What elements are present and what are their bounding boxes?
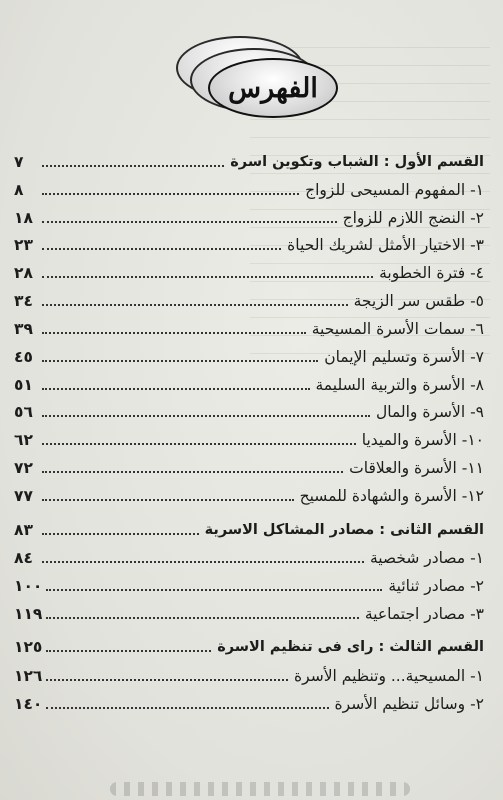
toc-entry-title: ١٢- الأسرة والشهادة للمسيح — [299, 487, 484, 505]
toc-page-number: ٨٤ — [14, 549, 33, 567]
dot-leader — [42, 332, 306, 334]
toc-page-number: ٨٣ — [14, 521, 33, 539]
toc-entry — [14, 426, 484, 450]
dot-leader — [46, 707, 328, 709]
toc-page-number: ٨ — [14, 181, 24, 199]
dot-leader — [42, 499, 294, 501]
toc-entry-title: ١- مصادر شخصية — [369, 549, 484, 567]
toc-page-number: ١٠٠ — [14, 577, 43, 595]
toc-entry — [14, 176, 484, 200]
toc-entry — [14, 231, 484, 255]
toc-entry — [14, 259, 484, 283]
toc-page-number: ١٢٥ — [14, 638, 43, 656]
dot-leader — [46, 650, 211, 652]
toc-entry — [14, 544, 484, 568]
dot-leader — [42, 193, 299, 195]
toc-entry-title: ٣- الاختيار الأمثل لشريك الحياة — [287, 236, 484, 254]
toc-entry-title: القسم الأول : الشباب وتكوين اسرة — [230, 154, 484, 170]
footer-ornament — [110, 782, 410, 796]
dot-leader — [42, 248, 281, 250]
dot-leader — [42, 443, 356, 445]
toc-entry — [14, 662, 484, 686]
toc-entry-title: ٤- فترة الخطوبة — [379, 264, 484, 282]
toc-page-number: ٣٩ — [14, 320, 33, 338]
toc-entry-title: ١١- الأسرة والعلاقات — [349, 459, 484, 477]
toc-page-number: ٥١ — [14, 376, 33, 394]
emblem-front-ellipse — [208, 58, 338, 118]
dot-leader — [42, 533, 199, 535]
title-emblem — [168, 36, 338, 114]
toc-page-number: ١١٩ — [14, 605, 43, 623]
toc-page-number: ٦٢ — [14, 431, 33, 449]
toc-entry-title: ٨- الأسرة والتربية السليمة — [315, 376, 484, 394]
dot-leader — [42, 471, 343, 473]
toc-entry-title: ٧- الأسرة وتسليم الإيمان — [324, 348, 484, 366]
toc-page-number: ٧٢ — [14, 459, 33, 477]
dot-leader — [42, 360, 318, 362]
toc-entry — [14, 287, 484, 311]
page-title: الفهرس — [228, 72, 318, 104]
toc-entry — [14, 454, 484, 478]
dot-leader — [42, 221, 337, 223]
toc-page-number: ٧٧ — [14, 487, 33, 505]
toc-entry-title: ١- المفهوم المسيحى للزواج — [305, 181, 484, 199]
dot-leader — [42, 415, 370, 417]
toc-section-heading — [14, 633, 484, 657]
toc-entry-title: القسم الثانى : مصادر المشاكل الاسرية — [204, 522, 484, 538]
toc-page-number: ٤٥ — [14, 348, 33, 366]
dot-leader — [42, 304, 348, 306]
toc-entry-title: ٣- مصادر اجتماعية — [364, 605, 484, 623]
toc-entry — [14, 600, 484, 624]
toc-entry — [14, 482, 484, 506]
dot-leader — [46, 589, 382, 591]
dot-leader — [42, 276, 373, 278]
toc-entry — [14, 690, 484, 714]
toc-page-number: ١٢٦ — [14, 667, 43, 685]
toc-entry — [14, 398, 484, 422]
toc-entry — [14, 204, 484, 228]
toc-entry-title: ٢- النضج اللازم للزواج — [342, 209, 484, 227]
toc-entry — [14, 343, 484, 367]
toc-entry-title: ٢- مصادر ثنائية — [388, 577, 484, 595]
dot-leader — [46, 679, 288, 681]
toc-page-number: ٣٤ — [14, 292, 33, 310]
toc-page-number: ١٨ — [14, 209, 33, 227]
toc-section-heading — [14, 148, 484, 172]
toc-entry-title: ٢- وسائل تنظيم الأسرة — [334, 695, 484, 713]
dot-leader — [46, 617, 358, 619]
toc-entry — [14, 315, 484, 339]
toc-entry — [14, 572, 484, 596]
toc-page-number: ٥٦ — [14, 403, 33, 421]
toc-entry-title: ١٠- الأسرة والميديا — [361, 431, 484, 449]
dot-leader — [42, 165, 224, 167]
toc-page-number: ٢٣ — [14, 236, 33, 254]
toc-entry-title: ٩- الأسرة والمال — [375, 403, 484, 421]
toc-section-heading — [14, 516, 484, 540]
toc-page-number: ٧ — [14, 153, 24, 171]
dot-leader — [42, 561, 364, 563]
toc-entry — [14, 371, 484, 395]
toc-page-number: ١٤٠ — [14, 695, 43, 713]
toc-entry-title: ٥- طقس سر الزيجة — [353, 292, 484, 310]
dot-leader — [42, 388, 310, 390]
toc-entry-title: القسم الثالث : راى فى تنظيم الاسرة — [217, 639, 484, 655]
toc-entry-title: ٦- سمات الأسرة المسيحية — [311, 320, 484, 338]
toc-entry-title: ١- المسيحية... وتنظيم الأسرة — [294, 667, 484, 685]
toc-page-number: ٢٨ — [14, 264, 33, 282]
